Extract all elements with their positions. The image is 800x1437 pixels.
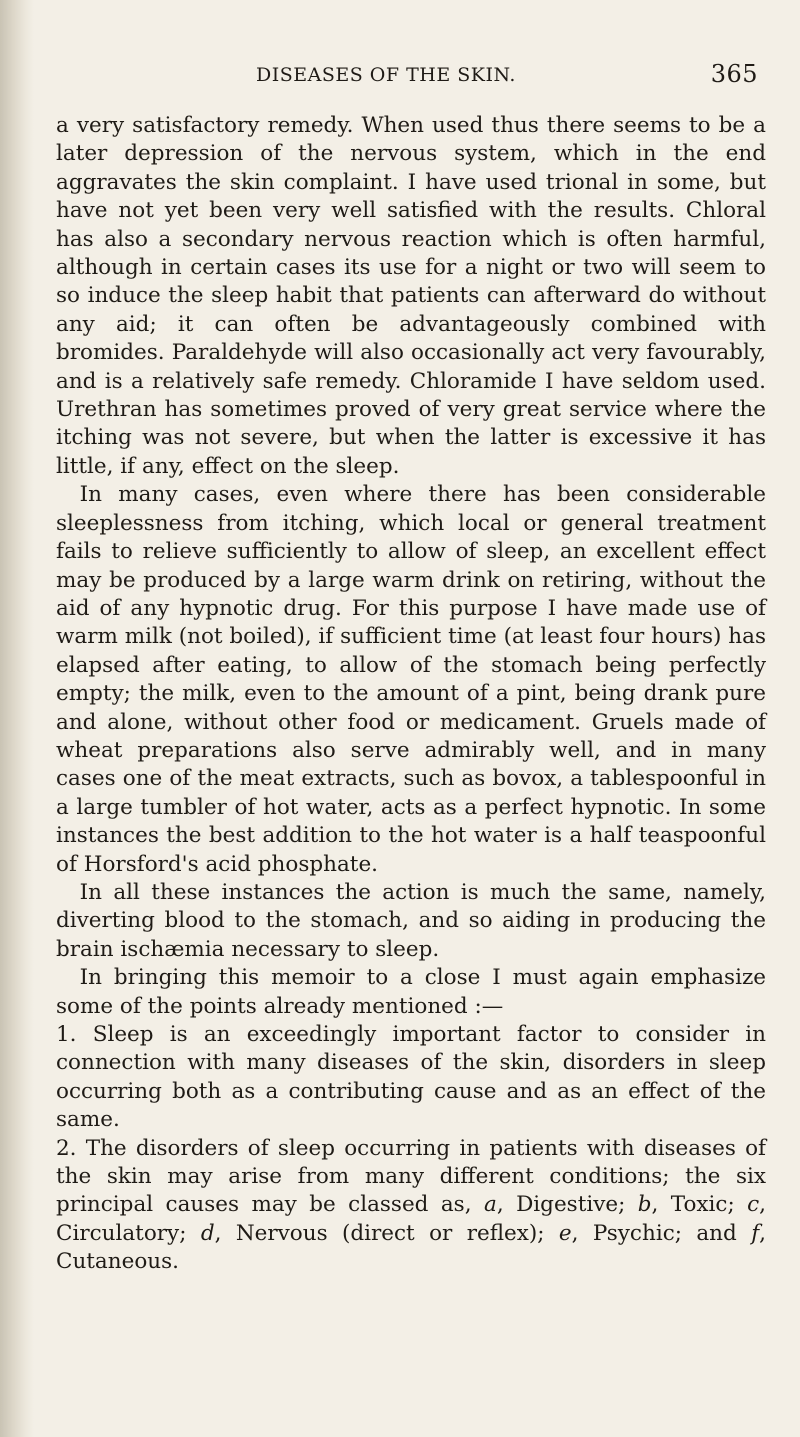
cause-digestive: , Digestive;	[496, 1192, 638, 1218]
cause-letter-a: a	[483, 1192, 497, 1218]
list-item-2	[56, 1135, 766, 1277]
cause-circulatory: , Circulatory;	[56, 1192, 766, 1246]
cause-cutaneous: , Cutaneous.	[56, 1220, 766, 1275]
running-head: DISEASES OF THE SKIN.	[256, 64, 516, 86]
cause-letter-c: c	[747, 1192, 760, 1218]
cause-toxic: , Toxic;	[651, 1192, 748, 1218]
paragraph-1: a very satisfactory remedy. When used thus there seems to be a later depression of the nervous system, which in the end aggravates the skin complaint. I have used trional in some, but have not yet been very well satisfied with the results. Chloral has also a secondary nervous reaction which is often harmful, although in certain cases its use for a night or two will seem to so induce the sleep habit that patients can afterward do without any aid; it can often be advantageously combined with bromides. Paraldehyde will also occasionally act very favourably, and is a relatively safe remedy. Chloramide I have seldom used. Urethran has sometimes proved of very great service where the itching was not severe, but when the latter is excessive it has little, if any, effect on the sleep.	[56, 113, 766, 479]
body-text	[56, 112, 766, 1277]
paragraph-4: In bringing this memoir to a close I must again emphasize some of the points already mentioned :—	[56, 965, 766, 1019]
cause-letter-f: f	[751, 1220, 760, 1246]
list-item-2-lead: 2. The disorders of sleep occurring in patients with diseases of the skin may arise from many different conditions; the six principal causes may be classed as,	[56, 1135, 766, 1218]
cause-letter-d: d	[200, 1220, 215, 1246]
cause-psychic: , Psychic; and	[571, 1220, 752, 1246]
cause-letter-e: e	[558, 1220, 572, 1246]
book-gutter-shadow	[0, 0, 34, 1437]
paragraph-3: In all these instances the action is much the same, namely, diverting blood to the stomach, and so aiding in producing the brain ischæmia necessary to sleep.	[56, 879, 766, 962]
page-header	[56, 60, 766, 104]
paragraph-2: In many cases, even where there has been considerable sleeplessness from itching, which local or general treatment fails to relieve sufficiently to allow of sleep, an excellent effect may be produced by a large warm drink on retiring, without the aid of any hypnotic drug. For this purpose I have made use of warm milk (not boiled), if sufficient time (at least four hours) has elapsed after eating, to allow of the stomach being perfectly empty; the milk, even to the amount of a pint, being drank pure and alone, without other food or medicament. Gruels made of wheat preparations also serve admirably well, and in many cases one of the meat extracts, such as bovox, a tablespoonful in a large tumbler of hot water, acts as a perfect hypnotic. In some instances the best addition to the hot water is a half teaspoonful of Horsford's acid phosphate.	[56, 482, 766, 877]
list-item-1: 1. Sleep is an exceedingly important factor to consider in connection with many diseases of the skin, disorders in sleep occurring both as a contributing cause and as an effect of the same.	[56, 1022, 766, 1133]
cause-nervous: , Nervous (direct or reflex);	[214, 1220, 559, 1246]
cause-letter-b: b	[637, 1192, 652, 1218]
page-number: 365	[710, 60, 758, 88]
book-page	[56, 60, 766, 1277]
